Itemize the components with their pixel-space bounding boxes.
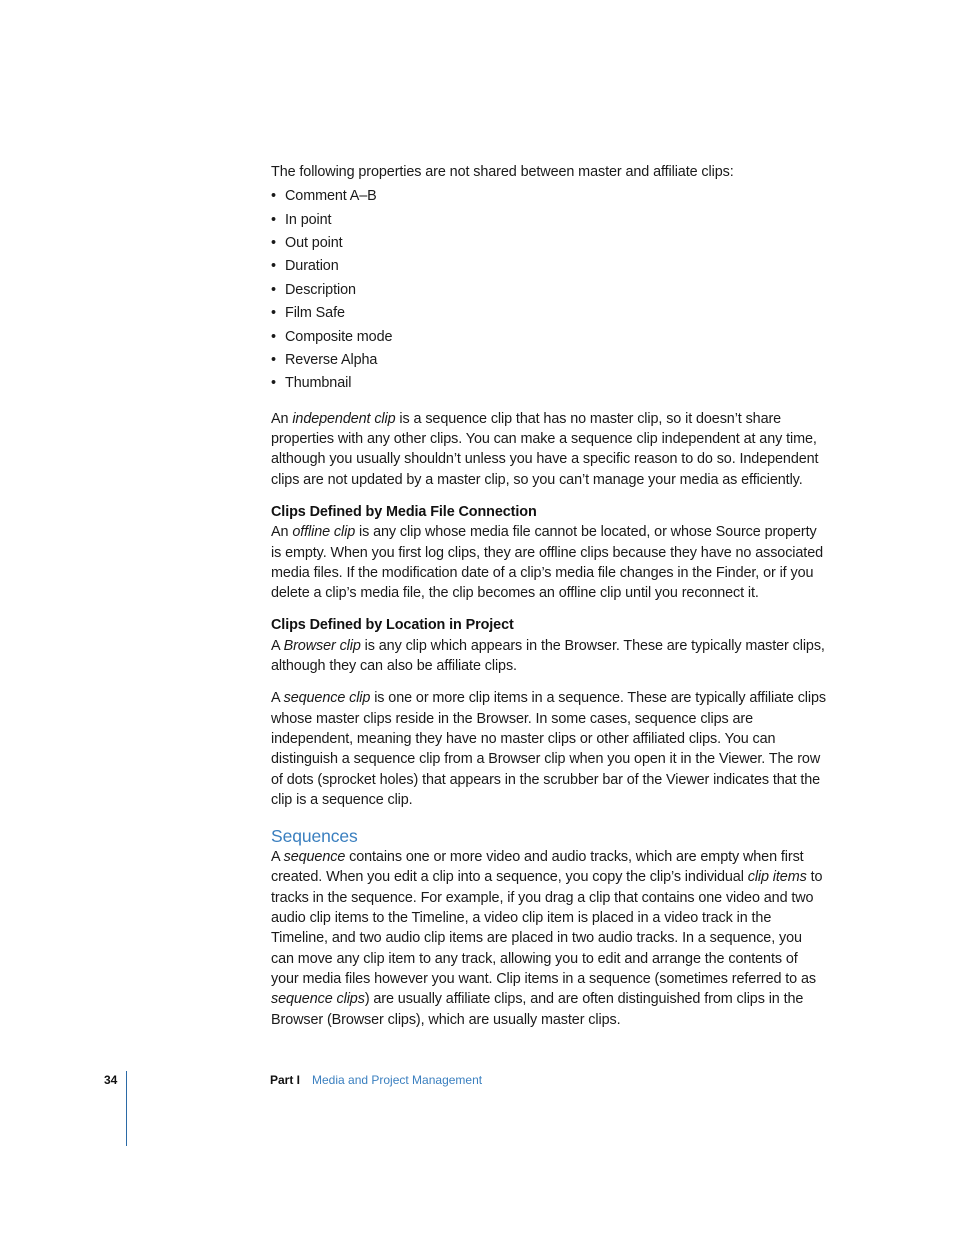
term-offline-clip: offline clip (292, 524, 356, 541)
term-sequence: sequence (283, 849, 346, 866)
browser-clip-paragraph: A Browser clip is any clip which appears in the Browser. These are typically master clips, although they can also be affiliate clips. (271, 637, 825, 675)
term-sequence-clip: sequence clip (283, 690, 371, 707)
term-clip-items: clip items (747, 869, 807, 886)
list-item: • Thumbnail (271, 372, 827, 395)
term-sequence-clips: sequence clips (271, 991, 365, 1008)
page-content (271, 162, 827, 1030)
page-number: 34 (104, 1073, 118, 1087)
list-item: • Reverse Alpha (271, 349, 827, 372)
list-item: • Duration (271, 255, 827, 278)
independent-clip-paragraph: An independent clip is a sequence clip that has no master clip, so it doesn’t share properties with any other clips. You can make a sequence clip independent at any time, although you usually shouldn’t unless you have a specific reason to do so. Independent clips are not updated by a master clip, so you can’t manage your media as efficiently. (271, 410, 819, 488)
list-item: • Out point (271, 232, 827, 255)
list-item: • In point (271, 209, 827, 232)
list-item: • Description (271, 279, 827, 302)
unshared-properties-list (271, 185, 827, 396)
footer-rule (126, 1071, 127, 1146)
heading-media-file-connection: Clips Defined by Media File Connection (271, 504, 537, 520)
heading-sequences: Sequences (271, 826, 358, 847)
intro-paragraph: The following properties are not shared between master and affiliate clips: (271, 164, 734, 180)
term-independent-clip: independent clip (292, 410, 396, 427)
footer-chapter-title: Media and Project Management (312, 1073, 483, 1087)
footer-part-label: Part I (270, 1073, 301, 1087)
sequence-clip-paragraph: A sequence clip is one or more clip items in a sequence. These are typically affiliate clips whose master clips reside in the Browser. In some cases, sequence clips are independent, meaning they have no master clips or other affiliated clips. You can distinguish a sequence clip from a Browser clip when you open it in the Viewer. The row of dots (sprocket holes) that appears in the scrubber bar of the Viewer indicates that the clip is a sequence clip. (271, 690, 827, 808)
list-item: • Film Safe (271, 302, 827, 325)
offline-clip-paragraph: An offline clip is any clip whose media file cannot be located, or whose Source property is empty. When you first log clips, they are offline clips because they have no associated media files. If the modification date of a clip’s media file changes in the Finder, or if you delete a clip’s media file, the clip becomes an offline clip until you reconnect it. (271, 524, 823, 602)
heading-location-in-project: Clips Defined by Location in Project (271, 617, 514, 634)
term-browser-clip: Browser clip (283, 637, 361, 654)
sequences-paragraph: A sequence contains one or more video and audio tracks, which are empty when first created. When you edit a clip into a sequence, you copy the clip’s individual clip items to tracks in the sequence. For example, if you drag a clip that contains one video and two audio clip items to the Timeline, a video clip item is placed in a video track in the Timeline, and two audio clip items are placed in two audio tracks. In a sequence, you can move any clip item to any track, allowing you to edit and arrange the contents of your media files however you want. Clip items in a sequence (sometimes referred to as sequence clips) are usually affiliate clips, and are often distinguished from clips in the Browser (Browser clips), which are usually master clips. (271, 849, 823, 1028)
list-item: • Composite mode (271, 326, 827, 349)
list-item: • Comment A–B (271, 185, 827, 208)
